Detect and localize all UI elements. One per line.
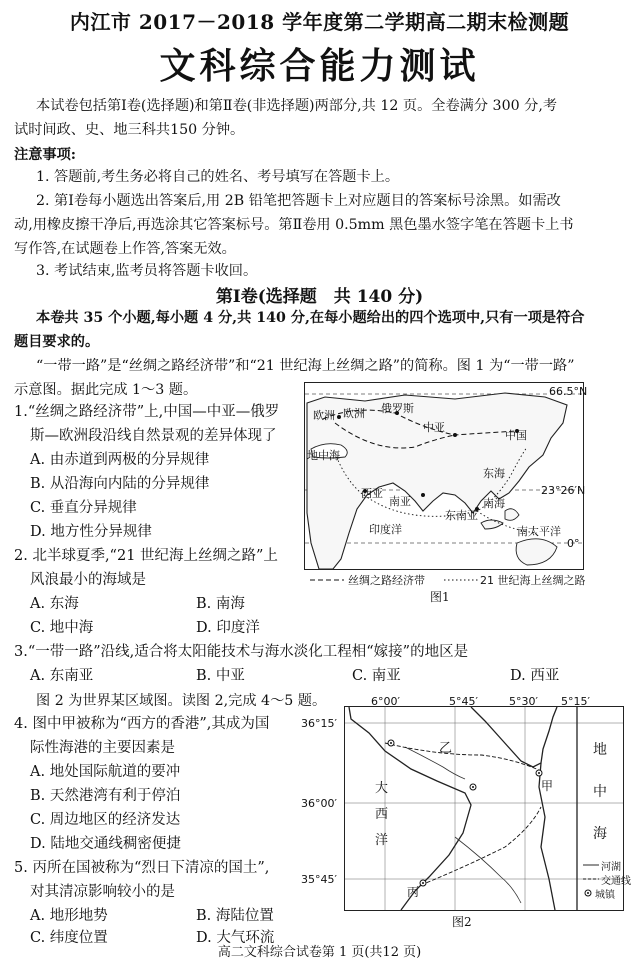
figure-1-map: [304, 382, 588, 570]
mediterranean-label: 地: [593, 742, 607, 758]
region-label: 印度洋: [369, 523, 402, 536]
option: A. 地形地势: [30, 908, 108, 924]
region-label: 中亚: [423, 421, 445, 434]
notice-item: 1. 答题前,考生务必将自己的姓名、考号填写在答题卡上。: [36, 169, 400, 185]
legend-river-label: 河湖: [601, 862, 621, 873]
option: B. 从沿海向内陆的分异规律: [30, 476, 210, 492]
longitude-label: 5°45′: [449, 695, 478, 708]
latitude-label: 23°26′N: [541, 484, 586, 497]
sea-route-legend-line: [444, 575, 480, 585]
atlantic-label: 洋: [375, 833, 389, 848]
legend-land-label: 丝绸之路经济带: [348, 574, 425, 587]
section-title: 第Ⅰ卷(选择题 共 140 分): [215, 287, 424, 307]
option: D. 陆地交通线稠密便捷: [30, 836, 181, 852]
question-5: 5. 丙所在国被称为“烈日下清凉的国土”,: [14, 860, 270, 876]
latitude-label: 36°00′: [301, 797, 337, 810]
latitude-label: 36°15′: [301, 717, 337, 730]
atlantic-label: 大: [375, 781, 389, 796]
place-label-jia: 甲: [541, 779, 554, 793]
question-5-cont: 对其清凉影响较小的是: [30, 884, 175, 900]
option: A. 由赤道到两极的分异规律: [30, 452, 210, 468]
option: C. 纬度位置: [30, 930, 108, 946]
option: B. 南海: [196, 596, 245, 612]
land-route-legend-line: [310, 575, 346, 585]
exam-subtitle: 文科综合能力测试: [159, 45, 480, 87]
figure-2-map: [301, 695, 631, 911]
atlantic-label: 西: [375, 807, 389, 822]
region-label: 南亚: [389, 495, 411, 508]
option: B. 中亚: [196, 668, 245, 684]
intro-line: 本试卷包括第Ⅰ卷(选择题)和第Ⅱ卷(非选择题)两部分,共 12 页。全卷满分 300 分,考: [36, 98, 558, 114]
legend-road-label: 交通线: [601, 876, 631, 887]
option: C. 南亚: [352, 668, 401, 684]
longitude-label: 6°00′: [371, 695, 400, 708]
question-4: 4. 图中甲被称为“西方的香港”,其成为国: [14, 716, 270, 732]
exam-title: 内江市 2017－2018 学年度第二学期高二期末检测题: [69, 10, 570, 34]
region-label: 俄罗斯: [381, 402, 414, 415]
option: A. 地处国际航道的要冲: [30, 764, 181, 780]
latitude-label: 66.5°N: [549, 385, 588, 398]
notice-item: 3. 考试结束,监考员将答题卡收回。: [36, 263, 258, 279]
mediterranean-label: 海: [593, 826, 607, 842]
question-3: 3.“一带一路”沿线,适合将太阳能技术与海水淡化工程相“嫁接”的地区是: [14, 644, 469, 660]
option: B. 天然港湾有利于停泊: [30, 788, 181, 804]
question-2: 2. 北半球夏季,“21 世纪海上丝绸之路”上: [14, 548, 278, 564]
option: C. 垂直分异规律: [30, 500, 137, 516]
section-desc: 本卷共 35 个小题,每小题 4 分,共 140 分,在每小题给出的四个选项中,只有一项是符合: [36, 310, 585, 326]
place-label-bing: 丙: [407, 885, 420, 899]
question-1-cont: 斯—欧洲段沿线自然景观的差异体现了: [30, 428, 277, 444]
question-4-cont: 际性海港的主要因素是: [30, 740, 175, 756]
figure-1-caption: 图1: [430, 590, 450, 604]
notice-item: 2. 第Ⅰ卷每小题选出答案后,用 2B 铅笔把答题卡上对应题目的答案标号涂黑。如需改: [36, 193, 561, 209]
region-label: 欧洲: [343, 407, 365, 420]
longitude-label: 5°15′: [561, 695, 590, 708]
context-text: 图 2 为世界某区域图。读图 2,完成 4～5 题。: [36, 693, 327, 709]
question-1: 1.“丝绸之路经济带”上,中国—中亚—俄罗: [14, 404, 280, 420]
figure-2-caption: 图2: [452, 915, 472, 929]
option: B. 海陆位置: [196, 908, 274, 924]
option: D. 西亚: [510, 668, 560, 684]
region-label: 中国: [505, 429, 527, 442]
place-label-yi: 乙: [439, 741, 453, 756]
option: A. 东南亚: [30, 668, 94, 684]
legend-sea-label: 21 世纪海上丝绸之路: [480, 574, 586, 587]
option: D. 印度洋: [196, 620, 260, 636]
option: D. 地方性分异规律: [30, 524, 152, 540]
region-label: 东海: [483, 467, 505, 480]
notice-item: 写作答,在试题卷上作答,答案无效。: [14, 241, 236, 257]
figure-1-legend: [310, 571, 586, 587]
context-text: “一带一路”是“丝绸之路经济带”和“21 世纪海上丝绸之路”的简称。图 1 为“一带一路”: [36, 358, 575, 374]
section-desc: 题目要求的。: [14, 334, 100, 350]
region-label: 地中海: [307, 449, 340, 462]
option: A. 东海: [30, 596, 79, 612]
notice-item: 动,用橡皮擦干净后,再选涂其它答案标号。第Ⅱ卷用 0.5mm 黑色墨水签字笔在答题卡上书: [14, 217, 574, 233]
page-footer: 高二文科综合试卷第 1 页(共12 页): [217, 945, 422, 960]
region-label: 欧洲: [313, 409, 335, 422]
longitude-label: 5°30′: [509, 695, 538, 708]
question-2-cont: 风浪最小的海域是: [30, 572, 146, 588]
option: C. 周边地区的经济发达: [30, 812, 181, 828]
option: C. 地中海: [30, 620, 94, 636]
intro-line: 试时间政、史、地三科共150 分钟。: [14, 122, 245, 138]
region-label: 东南亚: [445, 509, 478, 522]
option: D. 大气环流: [196, 930, 275, 946]
context-text: 示意图。据此完成 1～3 题。: [14, 382, 198, 398]
legend-city-label: 城镇: [595, 890, 615, 901]
region-label: 南海: [483, 497, 505, 510]
region-label: 西亚: [361, 487, 383, 500]
notice-title: 注意事项:: [14, 147, 76, 163]
mediterranean-label: 中: [593, 784, 607, 800]
latitude-label: 35°45′: [301, 873, 337, 886]
latitude-label: 0°: [567, 537, 580, 550]
region-label: 南太平洋: [517, 525, 561, 538]
